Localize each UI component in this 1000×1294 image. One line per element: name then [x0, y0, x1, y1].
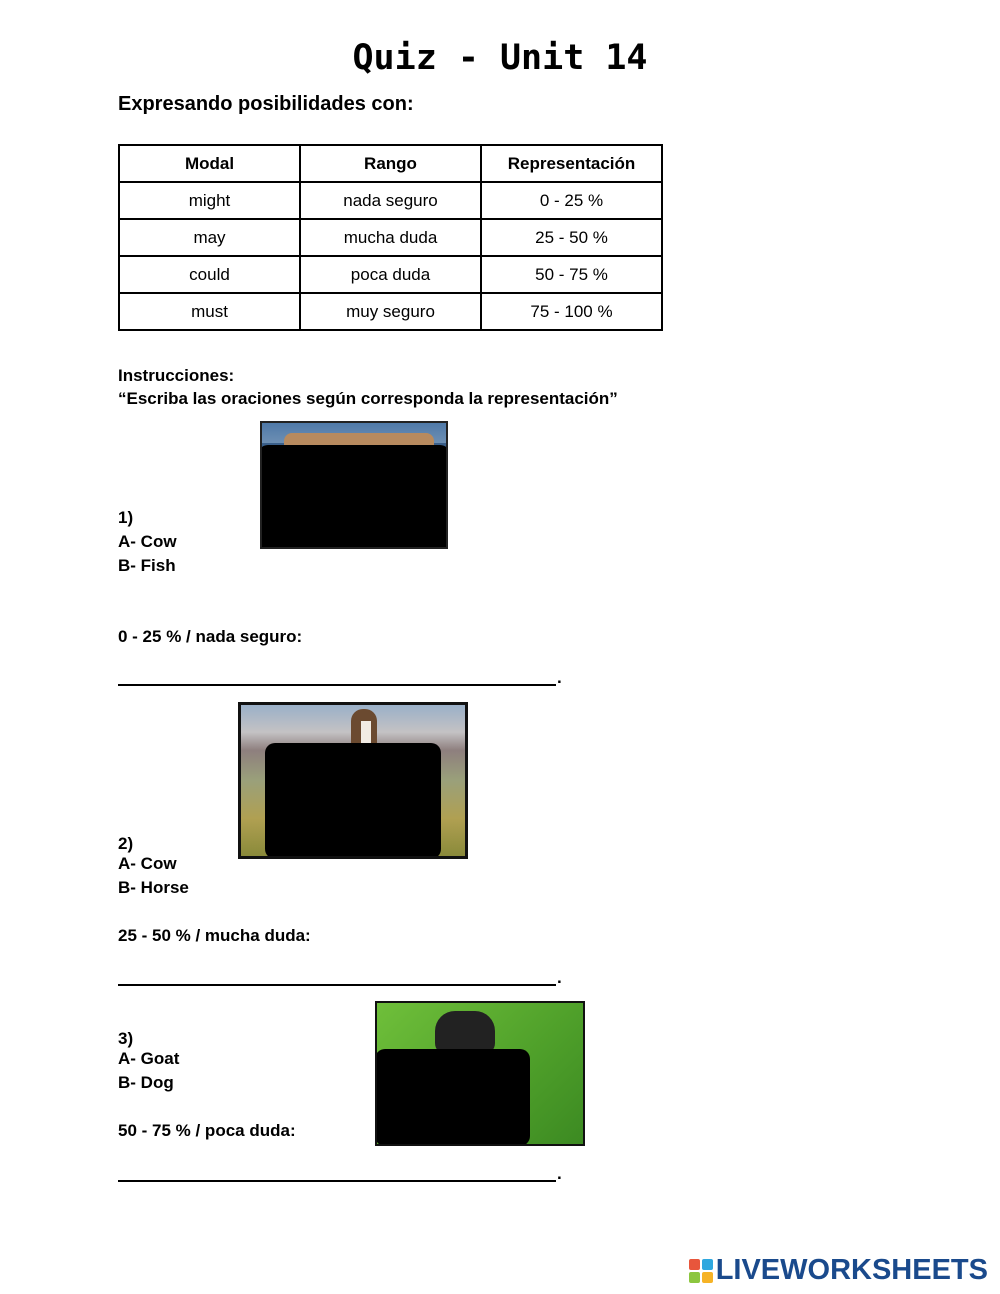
- answer-line-2[interactable]: [118, 984, 556, 986]
- table-row: [119, 256, 662, 293]
- question-3-number: 3): [118, 1029, 134, 1048]
- horse-image: [238, 702, 468, 859]
- liveworksheets-mark-icon: [689, 1259, 713, 1283]
- table-cell: may: [119, 219, 300, 256]
- redaction-box: [375, 1049, 530, 1146]
- table-row: [119, 219, 662, 256]
- question-1-number: 1): [118, 508, 134, 527]
- question-1-option-a: A- Cow: [118, 532, 177, 551]
- table-cell: poca duda: [300, 256, 481, 293]
- dog-image: [375, 1001, 585, 1146]
- table-row: [119, 182, 662, 219]
- column-header-representacion: Representación: [481, 145, 662, 182]
- answer-line-1-period: .: [557, 668, 562, 687]
- question-1-option-b: B- Fish: [118, 556, 176, 575]
- question-2-option-a: A- Cow: [118, 854, 177, 873]
- question-1-prompt: 0 - 25 % / nada seguro:: [118, 627, 303, 646]
- liveworksheets-logo[interactable]: [689, 1254, 988, 1287]
- question-2-option-b: B- Horse: [118, 878, 189, 897]
- question-2-prompt: 25 - 50 % / mucha duda:: [118, 926, 311, 945]
- answer-line-1[interactable]: [118, 684, 556, 686]
- instructions-label: Instrucciones:: [118, 366, 235, 385]
- table-cell: 0 - 25 %: [481, 182, 662, 219]
- table-cell: mucha duda: [300, 219, 481, 256]
- redaction-box: [260, 445, 448, 549]
- question-2-number: 2): [118, 834, 134, 853]
- answer-line-3[interactable]: [118, 1180, 556, 1182]
- table-cell: 75 - 100 %: [481, 293, 662, 330]
- instructions-text: “Escriba las oraciones según corresponda la representación”: [118, 389, 618, 408]
- table-cell: nada seguro: [300, 182, 481, 219]
- table-cell: must: [119, 293, 300, 330]
- answer-line-2-period: .: [557, 968, 562, 987]
- table-cell: 25 - 50 %: [481, 219, 662, 256]
- table-cell: muy seguro: [300, 293, 481, 330]
- subtitle: Expresando posibilidades con:: [118, 93, 414, 115]
- column-header-rango: Rango: [300, 145, 481, 182]
- table-header-row: [119, 145, 662, 182]
- question-3-option-b: B- Dog: [118, 1073, 174, 1092]
- page-title: Quiz - Unit 14: [352, 38, 648, 78]
- logo-text: LIVEWORKSHEETS: [715, 1254, 988, 1286]
- column-header-modal: Modal: [119, 145, 300, 182]
- table-row: [119, 293, 662, 330]
- redaction-box: [265, 743, 441, 859]
- question-3-option-a: A- Goat: [118, 1049, 180, 1068]
- question-3-prompt: 50 - 75 % / poca duda:: [118, 1121, 296, 1140]
- cow-image: [260, 421, 448, 549]
- answer-line-3-period: .: [557, 1164, 562, 1183]
- modal-table: [118, 144, 663, 331]
- table-cell: 50 - 75 %: [481, 256, 662, 293]
- table-cell: might: [119, 182, 300, 219]
- table-cell: could: [119, 256, 300, 293]
